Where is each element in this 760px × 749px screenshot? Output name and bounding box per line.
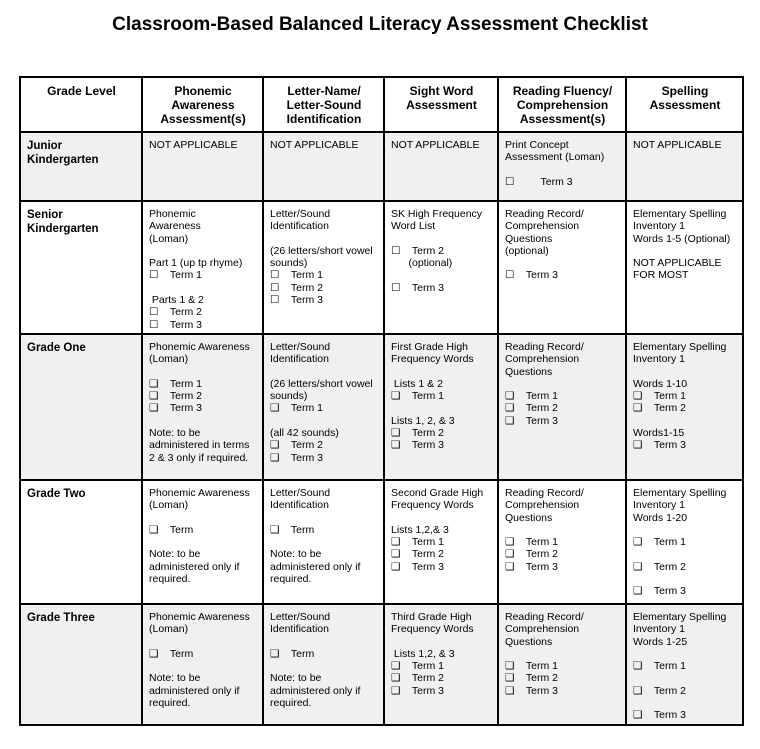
cell-text-line: ❑ Term 2 (633, 684, 686, 697)
cell-text-line: Inventory 1 (633, 353, 685, 366)
cell-sightword (384, 480, 498, 604)
cell-text-line: ❑ Term 2 (505, 402, 558, 415)
cell-text-line: Note: to be (149, 548, 201, 561)
cell-spelling (626, 604, 743, 725)
cell-text-line: Elementary Spelling (633, 487, 727, 499)
cell-text-line: SK High Frequency (391, 208, 483, 220)
cell-spelling (626, 334, 743, 480)
cell-text-line: Letter/Sound (270, 611, 331, 623)
table-row (20, 604, 743, 725)
cell-text-line: Note: to be (270, 672, 322, 685)
cell-text-line: ❑ Term 3 (391, 684, 444, 697)
cell-spelling (626, 201, 743, 334)
cell-text-line: First Grade High (391, 341, 469, 353)
cell-text-line: Print Concept (505, 139, 569, 151)
cell-text-line: Frequency Words (391, 353, 474, 366)
cell-text-line: ❑ Term 1 (633, 390, 686, 403)
cell-text-line: Letter/Sound (270, 341, 331, 353)
grade-level-cell: Junior Kindergarten (20, 132, 142, 201)
cell-text-line: Words 1-5 (Optional) (633, 232, 731, 245)
cell-text-line: Comprehension (505, 623, 580, 636)
cell-text-line: ☐ Term 2 (391, 244, 444, 257)
cell-text-line: Elementary Spelling (633, 208, 727, 220)
cell-text-line: Letter/Sound (270, 208, 331, 220)
cell-text-line: ☐ Term 1 (149, 269, 202, 282)
cell-text-line: FOR MOST (633, 269, 689, 282)
cell-text-line: Lists 1,2,& 3 (391, 523, 449, 536)
cell-sightword (384, 334, 498, 480)
cell-text-line: Part 1 (up tp rhyme) (149, 257, 243, 270)
cell-text-line: Note: to be (149, 427, 201, 440)
cell-text-line: Frequency Words (391, 499, 474, 512)
cell-text-line: Identification (270, 499, 329, 512)
grade-level-cell: Grade Three (20, 604, 142, 725)
cell-spelling (626, 132, 743, 201)
cell-phonemic (142, 132, 263, 201)
cell-letter (263, 480, 384, 604)
cell-text-line: 2 & 3 only if required. (149, 451, 249, 464)
cell-text-line: (optional) (505, 244, 549, 257)
cell-text-line: administered only if (149, 560, 240, 573)
cell-text-line: Lists 1, 2, & 3 (391, 414, 455, 427)
cell-text-line: (all 42 sounds) (270, 427, 339, 440)
cell-text-line: Awareness (149, 220, 201, 233)
cell-letter (263, 201, 384, 334)
cell-text-line: ❑ Term 1 (505, 660, 558, 673)
cell-text-line: Questions (505, 232, 553, 245)
cell-text-line: ❑ Term 3 (391, 560, 444, 573)
cell-text-line: Identification (270, 220, 329, 233)
header-reading-fluency: Reading Fluency/ Comprehension Assessment(s) (498, 77, 626, 132)
cell-text-line: Questions (505, 511, 553, 524)
cell-phonemic (142, 201, 263, 334)
grade-level-cell: Grade Two (20, 480, 142, 604)
cell-text-line: ❑ Term 3 (270, 451, 323, 464)
cell-spelling (626, 480, 743, 604)
cell-text-line: (Loman) (149, 499, 189, 512)
cell-text-line: Second Grade High (391, 487, 484, 499)
cell-reading (498, 334, 626, 480)
cell-text-line: ❑ Term 2 (391, 548, 444, 561)
document-title: Classroom-Based Balanced Literacy Assessment Checklist (112, 14, 648, 35)
cell-text-line: sounds) (270, 257, 308, 270)
cell-text-line: ❑ Term 3 (633, 709, 686, 722)
cell-text-line: ❑ Term 3 (149, 402, 202, 415)
cell-reading (498, 132, 626, 201)
table-row (20, 480, 743, 604)
cell-text-line: ❑ Term 2 (391, 427, 444, 440)
header-row (20, 77, 743, 132)
cell-text-line: ❑ Term 2 (270, 439, 323, 452)
cell-sightword (384, 201, 498, 334)
cell-text-line: ☐ Term 2 (270, 281, 323, 294)
cell-text-line: required. (149, 573, 191, 586)
cell-text-line: Phonemic (149, 208, 196, 220)
cell-text-line: Reading Record/ (505, 341, 584, 353)
cell-text-line: administered only if (149, 684, 240, 697)
cell-text-line: Questions (505, 365, 553, 378)
cell-text-line: ❑ Term 2 (505, 548, 558, 561)
cell-text-line: Elementary Spelling (633, 341, 727, 353)
cell-text-line: Assessment (Loman) (505, 151, 605, 164)
cell-text-line: ❑ Term 1 (270, 402, 323, 415)
header-spelling: Spelling Assessment (626, 77, 743, 132)
cell-text-line: ❑ Term 1 (391, 390, 444, 403)
cell-text-line: NOT APPLICABLE (270, 139, 359, 151)
cell-phonemic (142, 604, 263, 725)
cell-phonemic (142, 480, 263, 604)
cell-letter (263, 132, 384, 201)
cell-text-line: required. (149, 697, 191, 710)
cell-text-line: ❑ Term (149, 647, 194, 660)
cell-text-line: Parts 1 & 2 (149, 294, 204, 307)
cell-sightword (384, 132, 498, 201)
cell-text-line: NOT APPLICABLE (633, 139, 722, 151)
cell-text-line: required. (270, 573, 312, 586)
cell-text-line: ❑ Term 1 (391, 660, 444, 673)
cell-text-line: Words 1-20 (633, 511, 688, 524)
cell-text-line: Phonemic Awareness (149, 341, 250, 353)
cell-sightword (384, 604, 498, 725)
cell-text-line: Elementary Spelling (633, 611, 727, 623)
grade-level-cell: Grade One (20, 334, 142, 480)
cell-text-line: Comprehension (505, 220, 580, 233)
cell-text-line: NOT APPLICABLE (391, 139, 480, 151)
cell-text-line: Word List (391, 220, 436, 233)
cell-text-line: sounds) (270, 390, 308, 403)
assessment-checklist-table (19, 76, 744, 726)
cell-phonemic (142, 334, 263, 480)
cell-text-line: ❑ Term 2 (633, 402, 686, 415)
cell-text-line: Words 1-10 (633, 377, 688, 390)
cell-text-line: ☐ Term 3 (505, 175, 573, 188)
cell-text-line: ☐ Term 2 (149, 306, 202, 319)
cell-text-line: administered only if (270, 684, 361, 697)
cell-text-line: ☐ Term 3 (270, 294, 323, 307)
cell-text-line: (optional) (391, 257, 453, 270)
cell-text-line: (Loman) (149, 232, 189, 245)
cell-text-line: Third Grade High (391, 611, 472, 623)
cell-text-line: ☐ Term 3 (505, 269, 558, 282)
cell-text-line: ❑ Term 1 (149, 377, 202, 390)
cell-text-line: NOT APPLICABLE (149, 139, 238, 151)
cell-text-line: Comprehension (505, 353, 580, 366)
cell-reading (498, 201, 626, 334)
cell-text-line: ❑ Term 1 (505, 390, 558, 403)
cell-text-line: ❑ Term 2 (505, 672, 558, 685)
cell-text-line: ❑ Term 1 (505, 536, 558, 549)
cell-text-line: Reading Record/ (505, 208, 584, 220)
cell-text-line: (26 letters/short vowel (270, 244, 373, 257)
table-row (20, 132, 743, 201)
cell-text-line: ❑ Term 1 (391, 536, 444, 549)
cell-text-line: Identification (270, 623, 329, 636)
cell-text-line: Identification (270, 353, 329, 366)
header-grade-level: Grade Level (20, 77, 142, 132)
cell-text-line: ❑ Term 3 (633, 585, 686, 598)
cell-text-line: ❑ Term 2 (391, 672, 444, 685)
cell-text-line: Note: to be (270, 548, 322, 561)
cell-text-line: required. (270, 697, 312, 710)
cell-text-line: Questions (505, 635, 553, 648)
cell-text-line: Inventory 1 (633, 623, 685, 636)
cell-text-line: ❑ Term (270, 523, 315, 536)
cell-text-line: ❑ Term 3 (505, 414, 558, 427)
cell-text-line: ❑ Term 3 (505, 684, 558, 697)
cell-text-line: ❑ Term (149, 523, 194, 536)
header-phonemic-awareness: Phonemic Awareness Assessment(s) (142, 77, 263, 132)
cell-text-line: Phonemic Awareness (149, 611, 250, 623)
cell-text-line: Letter/Sound (270, 487, 331, 499)
cell-reading (498, 604, 626, 725)
cell-text-line: Words 1-25 (633, 635, 688, 648)
cell-reading (498, 480, 626, 604)
cell-text-line: Words1-15 (633, 427, 685, 440)
cell-text-line: ☐ Term 3 (149, 318, 202, 331)
cell-text-line: NOT APPLICABLE (633, 257, 722, 270)
cell-text-line: Inventory 1 (633, 499, 685, 512)
cell-text-line: ❑ Term 1 (633, 660, 686, 673)
cell-text-line: (Loman) (149, 623, 189, 636)
table-row (20, 201, 743, 334)
cell-text-line: Lists 1 & 2 (391, 377, 443, 390)
cell-text-line: ❑ Term (270, 647, 315, 660)
cell-letter (263, 334, 384, 480)
cell-text-line: ☐ Term 3 (391, 281, 444, 294)
cell-text-line: Note: to be (149, 672, 201, 685)
cell-text-line: ❑ Term 3 (391, 439, 444, 452)
cell-text-line: ❑ Term 1 (633, 536, 686, 549)
header-letter-identification: Letter-Name/ Letter-Sound Identification (263, 77, 384, 132)
grade-level-cell: Senior Kindergarten (20, 201, 142, 334)
cell-text-line: Reading Record/ (505, 611, 584, 623)
cell-letter (263, 604, 384, 725)
cell-text-line: Lists 1,2, & 3 (391, 647, 455, 660)
cell-text-line: ❑ Term 2 (149, 390, 202, 403)
cell-text-line: ☐ Term 1 (270, 269, 323, 282)
cell-text-line: (Loman) (149, 353, 189, 366)
cell-text-line: (26 letters/short vowel (270, 377, 373, 390)
cell-text-line: Frequency Words (391, 623, 474, 636)
cell-text-line: ❑ Term 3 (633, 439, 686, 452)
table-row (20, 334, 743, 480)
cell-text-line: administered only if (270, 560, 361, 573)
cell-text-line: Comprehension (505, 499, 580, 512)
header-sight-word: Sight Word Assessment (384, 77, 498, 132)
cell-text-line: Reading Record/ (505, 487, 584, 499)
cell-text-line: administered in terms (149, 439, 250, 452)
cell-text-line: ❑ Term 3 (505, 560, 558, 573)
cell-text-line: Phonemic Awareness (149, 487, 250, 499)
cell-text-line: Inventory 1 (633, 220, 685, 233)
cell-text-line: ❑ Term 2 (633, 560, 686, 573)
